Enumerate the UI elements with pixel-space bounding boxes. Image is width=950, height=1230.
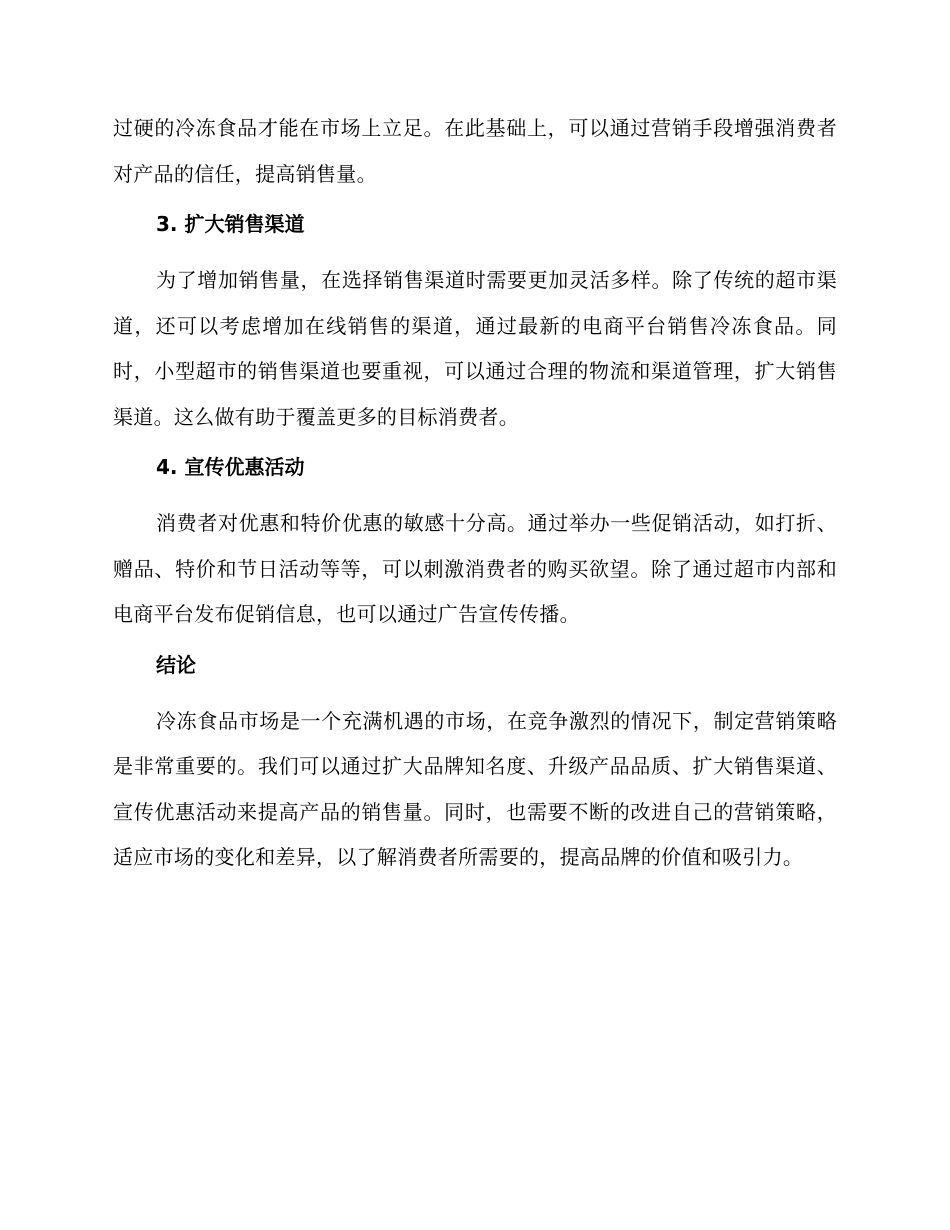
paragraph-sales-channels: 为了增加销售量，在选择销售渠道时需要更加灵活多样。除了传统的超市渠道，还可以考虑增加在线销售的渠道，通过最新的电商平台销售冷冻食品。同时，小型超市的销售渠道也要重视，可以通过合理的物流和渠道管理，扩大销售渠道。这么做有助于覆盖更多的目标消费者。 bbox=[113, 268, 837, 429]
document-body bbox=[113, 106, 837, 881]
section-heading-promotions: 4. 宣传优惠活动 bbox=[156, 455, 305, 479]
section-heading-expand-sales-channels: 3. 扩大销售渠道 bbox=[156, 212, 305, 236]
paragraph-conclusion: 冷冻食品市场是一个充满机遇的市场，在竞争激烈的情况下，制定营销策略是非常重要的。我们可以通过扩大品牌知名度、升级产品品质、扩大销售渠道、宣传优惠活动来提高产品的销售量。同时，也需要不断的改进自己的营销策略，适应市场的变化和差异，以了解消费者所需要的，提高品牌的价值和吸引力。 bbox=[113, 708, 837, 869]
section-heading-conclusion: 结论 bbox=[156, 652, 196, 677]
paragraph-promotions: 消费者对优惠和特价优惠的敏感十分高。通过举办一些促销活动，如打折、赠品、特价和节日活动等等，可以刺激消费者的购买欲望。除了通过超市内部和电商平台发布促销信息，也可以通过广告宣传传播。 bbox=[113, 511, 837, 626]
paragraph-intro-continuation: 过硬的冷冻食品才能在市场上立足。在此基础上，可以通过营销手段增强消费者对产品的信任，提高销售量。 bbox=[113, 116, 837, 186]
